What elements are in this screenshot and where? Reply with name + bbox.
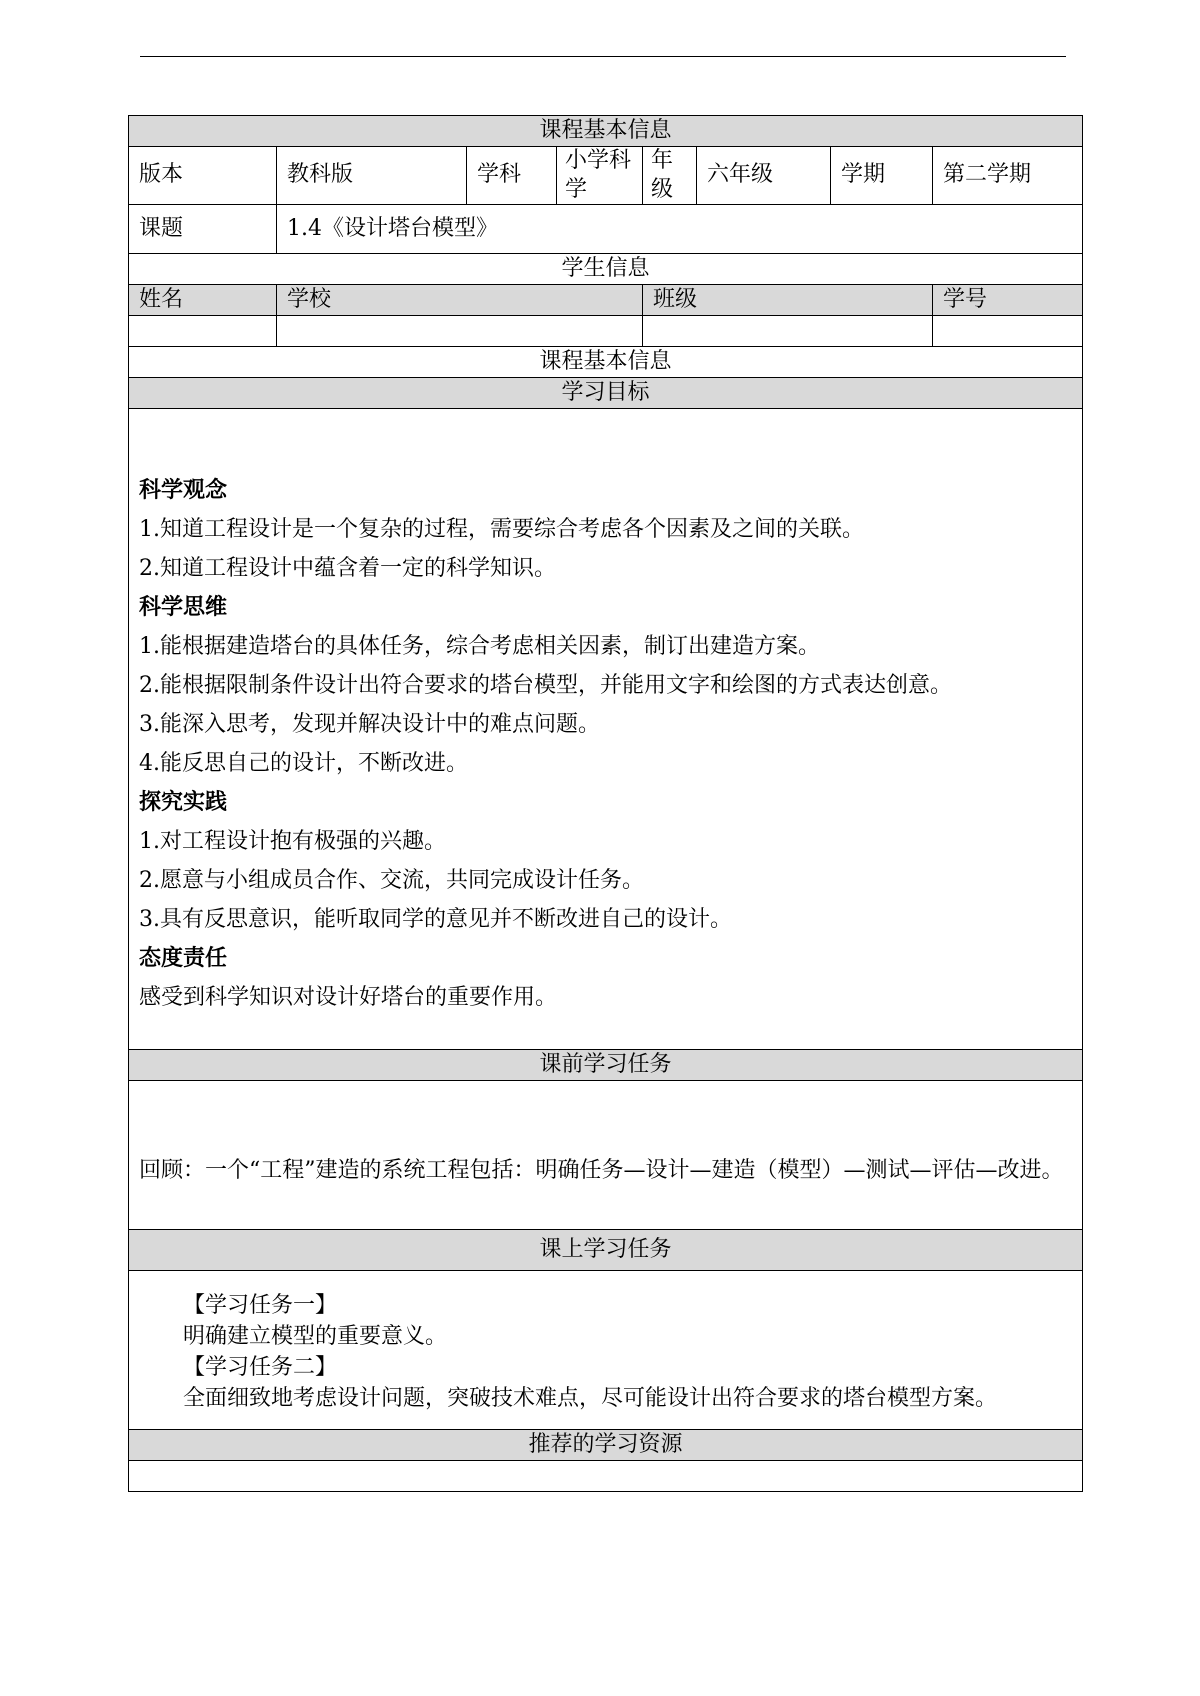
objective-section-title: 探究实践 (139, 789, 228, 816)
subject-label: 学科 (467, 147, 557, 205)
edition-value: 教科版 (277, 147, 467, 205)
preclass-content (129, 1081, 1083, 1230)
objective-item: 4.能反思自己的设计，不断改进。 (139, 751, 468, 777)
objective-item: 感受到科学知识对设计好塔台的重要作用。 (139, 985, 558, 1011)
course-form-table (128, 115, 1083, 1492)
edition-label: 版本 (129, 147, 277, 205)
class-field[interactable] (643, 316, 933, 347)
grade-label: 年级 (643, 147, 697, 205)
name-field[interactable] (129, 316, 277, 347)
topic-label: 课题 (129, 205, 277, 254)
task2-title: 【学习任务二】 (183, 1355, 338, 1381)
objective-item: 3.具有反思意识，能听取同学的意见并不断改进自己的设计。 (139, 907, 732, 933)
task2-text: 全面细致地考虑设计问题，突破技术难点，尽可能设计出符合要求的塔台模型方案。 (183, 1386, 998, 1412)
objective-item: 2.能根据限制条件设计出符合要求的塔台模型，并能用文字和绘图的方式表达创意。 (139, 673, 952, 699)
task1-title: 【学习任务一】 (183, 1293, 338, 1319)
school-field[interactable] (277, 316, 643, 347)
objectives-header: 学习目标 (129, 378, 1083, 409)
course-info-header: 课程基本信息 (129, 116, 1083, 147)
objective-section-title: 科学思维 (139, 594, 228, 621)
objective-item: 1.对工程设计抱有极强的兴趣。 (139, 829, 446, 855)
objective-item: 3.能深入思考，发现并解决设计中的难点问题。 (139, 712, 600, 738)
objective-section-title: 科学观念 (139, 477, 228, 504)
term-value: 第二学期 (933, 147, 1083, 205)
objectives-content (129, 409, 1083, 1050)
resources-header: 推荐的学习资源 (129, 1430, 1083, 1461)
header-rule (140, 56, 1066, 57)
term-label: 学期 (831, 147, 933, 205)
resources-content (129, 1461, 1083, 1492)
task1-text: 明确建立模型的重要意义。 (183, 1324, 448, 1350)
objective-item: 2.愿意与小组成员合作、交流，共同完成设计任务。 (139, 868, 644, 894)
objective-item: 1.知道工程设计是一个复杂的过程，需要综合考虑各个因素及之间的关联。 (139, 517, 864, 543)
objective-section-title: 态度责任 (139, 945, 228, 972)
school-label: 学校 (277, 285, 643, 316)
inclass-content (129, 1271, 1083, 1430)
objective-item: 1.能根据建造塔台的具体任务，综合考虑相关因素，制订出建造方案。 (139, 634, 820, 660)
objective-item: 2.知道工程设计中蕴含着一定的科学知识。 (139, 556, 556, 582)
grade-value: 六年级 (697, 147, 831, 205)
subject-value: 小学科学 (557, 147, 643, 205)
course-info-header-2: 课程基本信息 (129, 347, 1083, 378)
preclass-text: 回顾：一个“工程”建造的系统工程包括：明确任务—设计—建造（模型）—测试—评估—改进。 (139, 1157, 1064, 1183)
inclass-header: 课上学习任务 (129, 1230, 1083, 1271)
preclass-header: 课前学习任务 (129, 1050, 1083, 1081)
class-label: 班级 (643, 285, 933, 316)
student-id-field[interactable] (933, 316, 1083, 347)
topic-value: 1.4《设计塔台模型》 (277, 205, 1083, 254)
name-label: 姓名 (129, 285, 277, 316)
student-info-header: 学生信息 (129, 254, 1083, 285)
student-id-label: 学号 (933, 285, 1083, 316)
